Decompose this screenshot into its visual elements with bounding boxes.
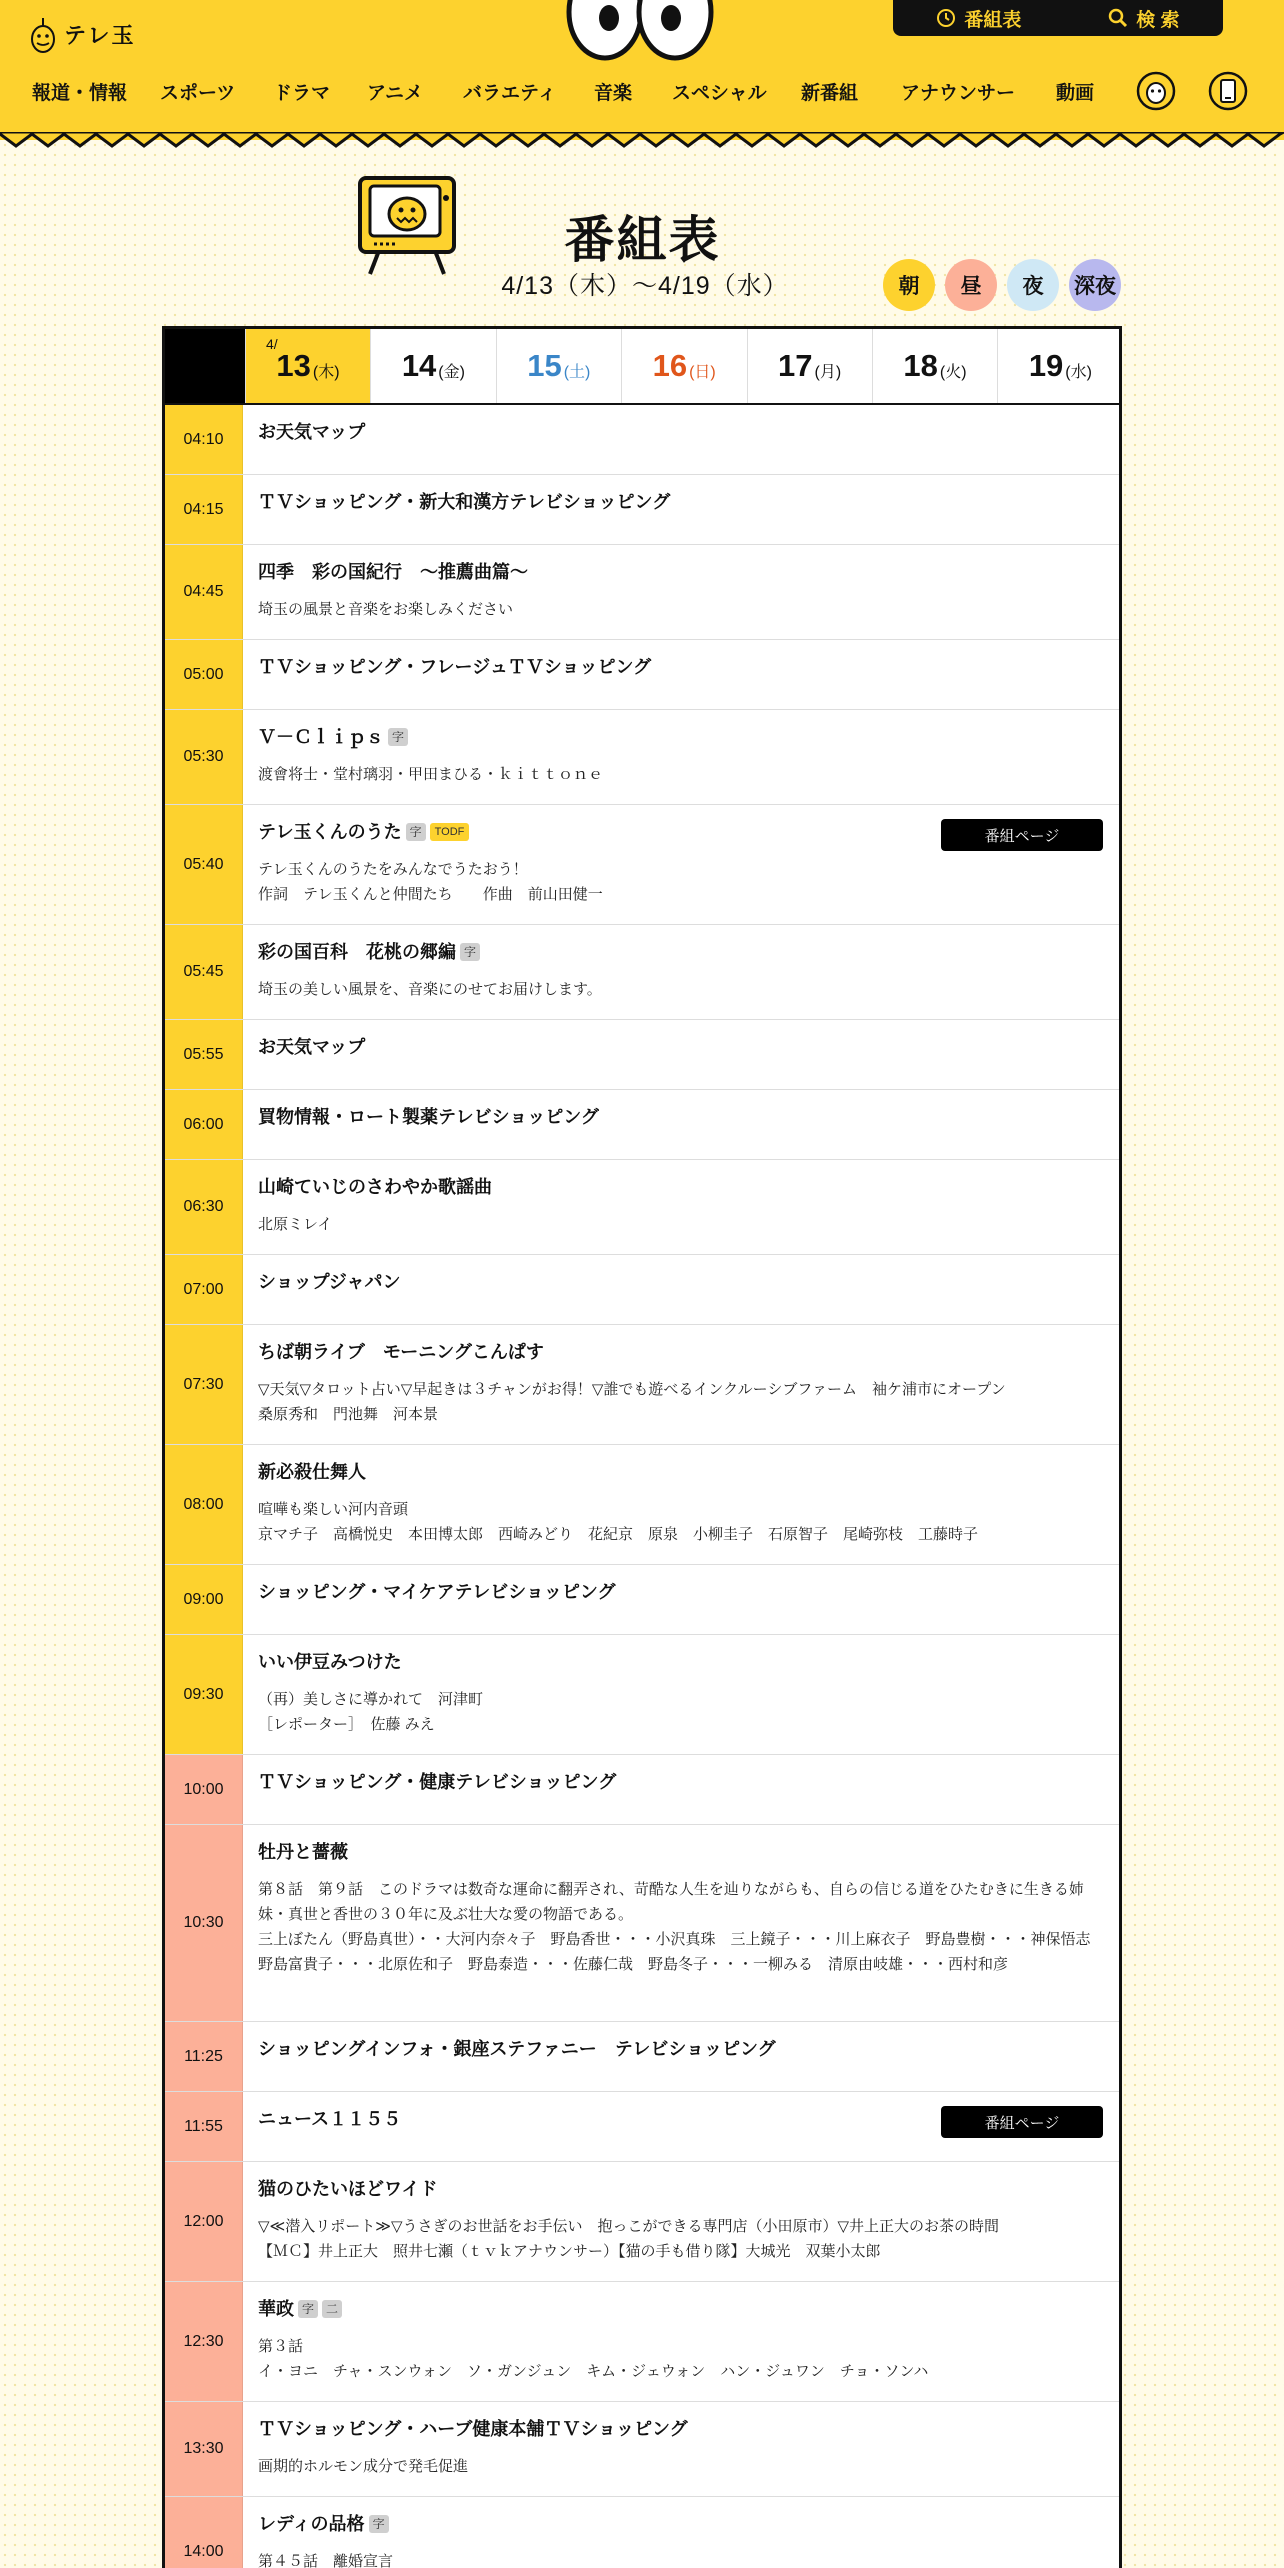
day-tab-number: 13 [276, 348, 311, 383]
program-body [258, 2178, 1103, 2264]
program-time: 04:10 [165, 405, 243, 474]
day-tab-weekday: (木) [312, 363, 340, 381]
program-body [258, 726, 1103, 787]
program-title-line [258, 1841, 1103, 1863]
day-tabs-corner [165, 329, 245, 403]
program-time: 07:00 [165, 1255, 243, 1324]
program-row[interactable] [165, 545, 1119, 640]
program-title-line [258, 491, 1103, 513]
day-tab-number: 17 [778, 348, 813, 383]
program-badge: 字 [406, 823, 426, 841]
nav-special[interactable]: スペシャル [672, 83, 767, 104]
program-title-line [258, 1341, 1103, 1363]
program-title[interactable]: 山崎ていじのさわやか歌謡曲 [258, 1177, 492, 1197]
program-row[interactable] [165, 2497, 1119, 2568]
program-time: 10:30 [165, 1825, 243, 2021]
program-title[interactable]: ショッピングインフォ・銀座ステファニー テレビショッピング [258, 2039, 776, 2059]
day-tab-number: 14 [401, 348, 437, 383]
mascot-app-icon[interactable] [1135, 70, 1177, 112]
program-time: 12:30 [165, 2282, 243, 2401]
program-row[interactable] [165, 1635, 1119, 1755]
page-title: 番組表 [564, 212, 721, 268]
program-time: 05:30 [165, 710, 243, 804]
program-title-line [258, 1176, 1103, 1198]
program-time: 10:00 [165, 1755, 243, 1824]
program-title[interactable]: 新必殺仕舞人 [258, 1462, 366, 1482]
program-body [258, 2513, 1103, 2568]
program-row[interactable] [165, 1255, 1119, 1325]
clock-icon [936, 8, 956, 28]
program-title[interactable]: レディの品格 [258, 2514, 365, 2534]
program-row[interactable] [165, 2402, 1119, 2497]
day-tab-weekday: (金) [438, 363, 465, 381]
program-title-line [258, 561, 1103, 583]
program-title[interactable]: お天気マップ [258, 422, 366, 442]
filter-morning[interactable]: 朝 [883, 259, 935, 311]
program-title[interactable]: ニュース１１５５ [258, 2109, 402, 2129]
program-title[interactable]: お天気マップ [258, 1037, 366, 1057]
program-body [258, 1651, 1103, 1737]
program-time: 05:55 [165, 1020, 243, 1089]
program-title[interactable]: Ｖ－Ｃｌｉｐｓ [258, 727, 384, 747]
program-time: 05:45 [165, 925, 243, 1019]
program-title[interactable]: 彩の国百科 花桃の郷編 [258, 942, 456, 962]
program-title-line [258, 1581, 1103, 1603]
nav-announcers[interactable]: アナウンサー [901, 83, 1016, 104]
program-badge: 字 [460, 943, 480, 961]
program-description: 第４５話 離婚宣言 [258, 2553, 394, 2568]
filter-daytime[interactable]: 昼 [945, 259, 997, 311]
program-title[interactable]: 四季 彩の国紀行 ～推薦曲篇～ [258, 562, 528, 582]
day-tab[interactable] [496, 329, 621, 403]
program-title[interactable]: 猫のひたいほどワイド [258, 2179, 438, 2199]
mascot-logo-icon [30, 14, 56, 54]
program-row[interactable] [165, 805, 1119, 925]
day-tab-weekday: (日) [689, 363, 716, 381]
program-row[interactable] [165, 1825, 1119, 2022]
program-body [258, 1036, 1103, 1058]
day-tab-number: 16 [652, 348, 688, 383]
program-body [258, 1106, 1103, 1128]
program-time: 09:00 [165, 1565, 243, 1634]
program-title-line [258, 1271, 1103, 1293]
nav-new-programs[interactable]: 新番組 [801, 83, 859, 104]
program-badge: 字 [388, 728, 408, 746]
program-row[interactable] [165, 1325, 1119, 1445]
schedule-link-label: 番組表 [964, 9, 1022, 31]
program-body [258, 561, 1103, 622]
program-time: 11:25 [165, 2022, 243, 2091]
program-title-line [258, 2178, 1103, 2200]
nav-anime[interactable]: アニメ [367, 83, 424, 104]
program-title-line [258, 2418, 1103, 2440]
nav-video[interactable]: 動画 [1056, 83, 1095, 104]
program-time: 05:40 [165, 805, 243, 924]
program-title-line [258, 1771, 1103, 1793]
program-title-line [258, 1106, 1103, 1128]
program-page-button[interactable]: 番組ページ [941, 819, 1103, 851]
program-title-line [258, 2038, 1103, 2060]
day-tab-month: 4/ [266, 336, 278, 352]
day-tab-number: 15 [527, 348, 562, 383]
mascot-eyes-illustration [565, 0, 715, 62]
program-body [258, 421, 1103, 443]
program-title[interactable]: ＴＶショッピング・新大和漢方テレビショッピング [258, 492, 671, 512]
search-link-label: 検 索 [1136, 9, 1180, 31]
site-logo[interactable] [30, 14, 136, 54]
tv-mascot-illustration [352, 168, 462, 278]
program-body [258, 2038, 1103, 2060]
utility-bar [893, 0, 1223, 36]
logo-text: テレ玉 [64, 22, 136, 48]
program-row[interactable] [165, 2022, 1119, 2092]
program-title-line [258, 941, 1103, 963]
program-body [258, 1581, 1103, 1603]
program-body [258, 1271, 1103, 1293]
program-row[interactable] [165, 2282, 1119, 2402]
program-row[interactable] [165, 2092, 1119, 2162]
program-title[interactable]: 買物情報・ロート製薬テレビショッピング [258, 1107, 599, 1127]
program-body [258, 941, 1103, 1002]
program-row[interactable] [165, 1445, 1119, 1565]
program-row[interactable] [165, 1565, 1119, 1635]
day-tab-number: 18 [903, 348, 938, 383]
mobile-app-icon[interactable] [1207, 70, 1249, 112]
program-title-line [258, 1036, 1103, 1058]
program-description: ▽天気▽タロット占い▽早起きは３チャンがお得！▽誰でも遊べるインクルーシブファーム 袖ケ浦市にオープン 桑原秀和 門池舞 河本景 [258, 1381, 1006, 1423]
nav-variety[interactable]: バラエティ [463, 83, 557, 104]
program-body [258, 1771, 1103, 1793]
day-tab-weekday: (月) [814, 363, 842, 381]
day-tab-number: 19 [1028, 348, 1064, 383]
program-time: 05:00 [165, 640, 243, 709]
day-tab[interactable] [370, 329, 495, 403]
nav-music[interactable]: 音楽 [594, 83, 633, 104]
program-row[interactable] [165, 640, 1119, 710]
program-description: 画期的ホルモン成分で発毛促進 [258, 2458, 469, 2475]
program-time: 09:30 [165, 1635, 243, 1754]
program-title[interactable]: ちば朝ライブ モーニングこんぱす [258, 1342, 544, 1362]
program-badge: TODF [430, 823, 470, 841]
program-time: 04:45 [165, 545, 243, 639]
program-title-line [258, 1461, 1103, 1483]
day-tab[interactable] [747, 329, 872, 403]
program-description: 第３話 イ・ヨニ チャ・スンウォン ソ・ガンジュン キム・ジェウォン ハン・ジュワン チョ・ソンハ [258, 2338, 929, 2380]
program-time: 11:55 [165, 2092, 243, 2161]
program-time: 12:00 [165, 2162, 243, 2281]
program-description: ▽≪潜入リポート≫▽うさぎのお世話をお手伝い 抱っこができる専門店（小田原市）▽井上正大のお茶の時間 【ＭＣ】井上正大 照井七瀬（ｔｖｋアナウンサー）【猫の手も借り隊】大城光 双葉小太郎 [258, 2218, 1000, 2260]
program-title[interactable]: テレ玉くんのうた [258, 822, 402, 842]
schedule-link[interactable] [936, 5, 1021, 32]
program-row[interactable] [165, 925, 1119, 1020]
program-body [258, 656, 1103, 678]
program-title-line [258, 2513, 1103, 2535]
program-row[interactable] [165, 405, 1119, 475]
nav-drama[interactable]: ドラマ [273, 83, 331, 104]
program-time: 07:30 [165, 1325, 243, 1444]
nav-news[interactable]: 報道・情報 [32, 83, 128, 104]
program-title[interactable]: ＴＶショッピング・ハーブ健康本舗ＴＶショッピング [258, 2419, 688, 2439]
program-badge: 字 [369, 2515, 389, 2533]
program-title[interactable]: ショッピング・マイケアテレビショッピング [258, 1582, 616, 1602]
program-title-line [258, 726, 1103, 748]
program-title[interactable]: 牡丹と薔薇 [258, 1842, 348, 1862]
nav-sports[interactable]: スポーツ [160, 83, 236, 104]
program-time: 08:00 [165, 1445, 243, 1564]
main-nav [0, 70, 1284, 110]
program-body [258, 2298, 1103, 2384]
program-badge: 字 [298, 2300, 318, 2318]
day-tab-weekday: (水) [1065, 363, 1092, 381]
day-tab[interactable] [997, 329, 1122, 403]
program-body [258, 1176, 1103, 1237]
program-title[interactable]: ＴＶショッピング・フレージュＴＶショッピング [258, 657, 652, 677]
program-description: 埼玉の美しい風景を、音楽にのせてお届けします。 [258, 981, 602, 998]
program-description: （再）美しさに導かれて 河津町 ［レポーター］ 佐藤 みえ [258, 1691, 484, 1733]
program-title[interactable]: 華政 [258, 2299, 294, 2319]
program-description: 喧嘩も楽しい河内音頭 京マチ子 高橋悦史 本田博太郎 西崎みどり 花紀京 原泉 小柳圭子 石原智子 尾崎弥枝 工藤時子 [258, 1501, 979, 1543]
date-range: 4/13（木）〜4/19（水） [501, 272, 789, 300]
day-tabs [165, 329, 1119, 405]
program-time: 13:30 [165, 2402, 243, 2496]
filter-late-night[interactable]: 深夜 [1069, 259, 1121, 311]
day-tab[interactable] [621, 329, 746, 403]
filter-night[interactable]: 夜 [1007, 259, 1059, 311]
program-body [258, 1341, 1103, 1427]
search-link[interactable] [1108, 5, 1179, 32]
program-title-line [258, 421, 1103, 443]
program-row[interactable] [165, 1090, 1119, 1160]
day-tab[interactable] [245, 329, 370, 403]
program-description: テレ玉くんのうたをみんなでうたおう！ 作詞 テレ玉くんと仲間たち 作曲 前山田健一 [258, 861, 603, 903]
program-time: 06:00 [165, 1090, 243, 1159]
program-title[interactable]: ショップジャパン [258, 1272, 401, 1292]
program-badge: 二 [322, 2300, 342, 2318]
program-row[interactable] [165, 1755, 1119, 1825]
program-title-line [258, 2298, 1103, 2320]
program-time: 14:00 [165, 2497, 243, 2568]
program-row[interactable] [165, 1160, 1119, 1255]
program-description: 北原ミレイ [258, 1216, 333, 1233]
day-tab-weekday: (土) [563, 363, 591, 381]
program-title-line [258, 1651, 1103, 1673]
search-icon [1108, 8, 1128, 28]
day-tab-weekday: (火) [939, 363, 967, 381]
program-title[interactable]: ＴＶショッピング・健康テレビショッピング [258, 1772, 617, 1792]
program-body [258, 1841, 1103, 1977]
program-time: 04:15 [165, 475, 243, 544]
program-row[interactable] [165, 710, 1119, 805]
program-title-line [258, 656, 1103, 678]
program-row[interactable] [165, 1020, 1119, 1090]
site-header [0, 0, 1284, 140]
program-description: 埼玉の風景と音楽をお楽しみください [258, 601, 514, 618]
program-description: 第８話 第９話 このドラマは数奇な運命に翻弄され、苛酷な人生を辿りながらも、自らの信じる道をひたむきに生きる姉妹・真世と香世の３０年に及ぶ壮大な愛の物語である。 三上ぼたん（野島真世）・・大河内奈々子 野島香世・・・小沢真珠 三上鏡子・・・川上麻衣子 野島豊樹・・・神保悟志 野島富貴子・・・北原佐和子 野島泰造・・・佐藤仁哉 野島冬子・・・一柳みる 清原由岐雄・・・西村和彦 [258, 1881, 1091, 1973]
header-zigzag-edge [0, 132, 1284, 148]
program-time: 06:30 [165, 1160, 243, 1254]
program-page-button[interactable]: 番組ページ [941, 2106, 1103, 2138]
program-title[interactable]: いい伊豆みつけた [258, 1652, 402, 1672]
program-body [258, 2418, 1103, 2479]
program-body [258, 1461, 1103, 1547]
schedule-table [162, 326, 1122, 2568]
day-tab[interactable] [872, 329, 997, 403]
program-body [258, 491, 1103, 513]
program-row[interactable] [165, 475, 1119, 545]
program-description: 渡會将士・堂村璃羽・甲田まひる・ｋｉｔｔｏｎｅ [258, 766, 604, 783]
program-row[interactable] [165, 2162, 1119, 2282]
